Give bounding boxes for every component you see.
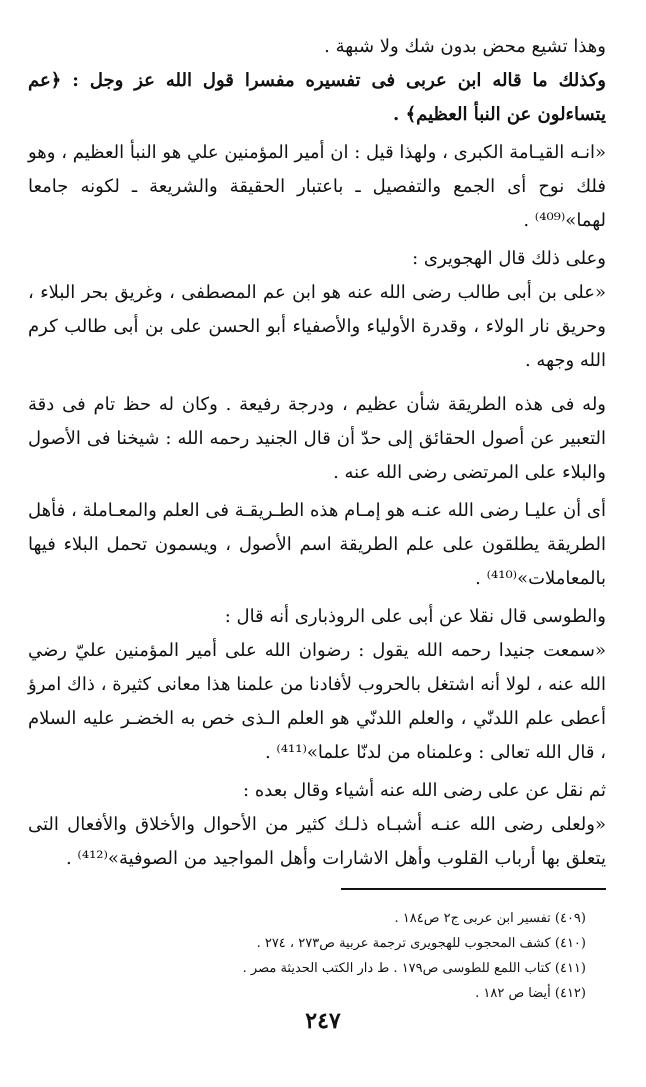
paragraph-ibn-arabi-quote: وكذلك ما قاله ابن عربى فى تفسيره مفسرا قول الله عز وجل : ﴿عم يتساءلون عن النبأ العظيم﴾ . xyxy=(28,70,606,125)
paragraph-tariqa: وله فى هذه الطريقة شأن عظيم ، ودرجة رفيعة . وكان له حظ تام فى دقة التعبير عن أصول الحقائق إلى حدّ أن قال الجنيد رحمه الله : شيخنا فى الأصول والبلاء على المرتضى رضى الله عنه . xyxy=(28,394,606,483)
footnote-411: (٤١١) كتاب اللمع للطوسى ص١٧٩ . ط دار الكتب الحديثة مصر . xyxy=(242,961,586,976)
paragraph-tusi-after: ثم نقل عن على رضى الله عنه أشياء وقال بعده : xyxy=(243,780,606,801)
paragraph-ali-imam: أى أن عليـا رضى الله عنـه هو إمـام هذه الطـريقـة فى العلم والمعـاملة ، فأهل الطريقة يطلقون على علم الطريقة اسم الأصول ، ويسمون تحمل البلاء فيها بالمعاملات»⁽⁴¹⁰⁾ . xyxy=(28,500,606,589)
paragraph-hujwiri-quote: «على بن أبى طالب رضى الله عنه هو ابن عم المصطفى ، وغريق بحر البلاء ، وحريق نار الولاء ، وقدرة الأولياء والأصفياء أبو الحسن على بن أبى طالب كرم الله وجهه . xyxy=(28,282,606,371)
paragraph-hujwiri-intro: وعلى ذلك قال الهجويرى : xyxy=(412,248,606,269)
paragraph-ali-sayings: «ولعلى رضى الله عنـه أشبـاه ذلـك كثير من الأحوال والأخلاق والأفعال التى يتعلق بها أرباب القلوب وأهل الاشارات وأهل المواجيد من الصوفية»⁽⁴¹²⁾ . xyxy=(28,814,606,869)
footnote-410: (٤١٠) كشف المحجوب للهجويرى ترجمة عربية ص٢٧٣ ، ٢٧٤ . xyxy=(256,936,586,951)
paragraph-junayd-quote: «سمعت جنيدا رحمه الله يقول : رضوان الله على أمير المؤمنين عليّ رضي الله عنه ، لولا أنه اشتغل بالحروب لأفادنا من علمنا هذا معانى كثيرة ، ذاك امرؤ أعطى علم اللدنّي ، والعلم اللدنّي هو العلم الـذى خص به الخضـر عليه السلام ، قال الله تعالى : وعلمناه من لدنّا علما»⁽⁴¹¹⁾ . xyxy=(28,640,606,763)
footnote-409: (٤٠٩) تفسير ابن عربى ج٢ ص١٨٤ . xyxy=(394,911,586,926)
footnote-divider xyxy=(341,888,606,890)
page-number: ٢٤٧ xyxy=(305,1008,341,1034)
paragraph-tusi-intro: والطوسى قال نقلا عن أبى على الروذبارى أنه قال : xyxy=(224,606,606,627)
paragraph-ibn-arabi-citation: «انـه القيـامة الكبرى ، ولهذا قيل : ان أمير المؤمنين علي هو النبأ العظيم ، وهو فلك نوح أى الجمع والتفصيل ـ باعتبار الحقيقة والشريعة ـ لكونه جامعا لهما»⁽⁴⁰⁹⁾ . xyxy=(28,142,606,231)
footnote-412: (٤١٢) أيضا ص ١٨٢ . xyxy=(475,986,586,1001)
paragraph-intro: وهذا تشيع محض بدون شك ولا شبهة . xyxy=(324,36,606,57)
footnotes xyxy=(40,906,586,1006)
page-body xyxy=(28,30,606,876)
